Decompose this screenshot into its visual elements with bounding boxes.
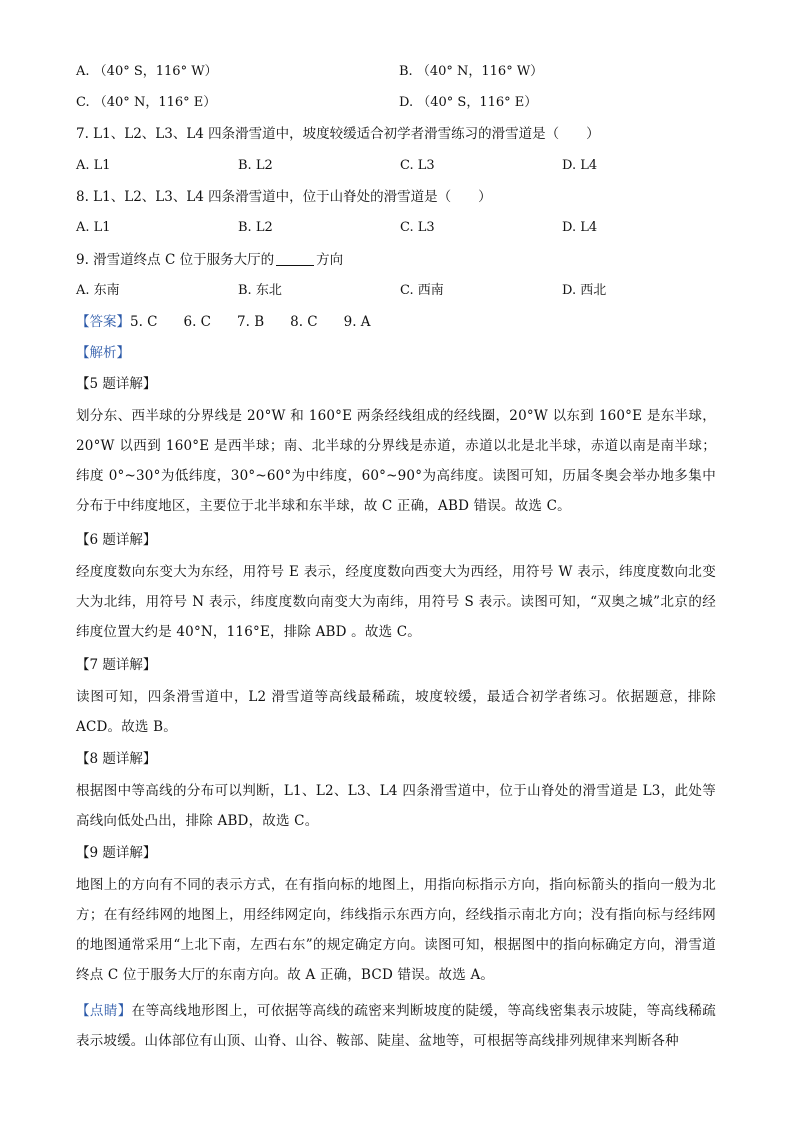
section-text-8: 根据图中等高线的分布可以判断，L1、L2、L3、L4 四条滑雪道中，位于山脊处的滑雪道是 L3，此处等高线向低处凸出，排除 ABD，故选 C。 [76,783,716,829]
answer-item: 7. B [237,314,265,330]
comment-text: 在等高线地形图上，可依据等高线的疏密来判断坡度的陡缓，等高线密集表示坡陡，等高线稀疏表示坡缓。山体部位有山顶、山脊、山谷、鞍部、陡崖、盆地等，可根据等高线排列规律来判断各种 [76,1003,716,1049]
comment-paragraph [76,996,716,1056]
section-title-8: 【8 题详解】 [76,751,157,767]
q7-option-b: B. L2 [238,158,273,173]
section-text-9: 地图上的方向有不同的表示方式，在有指向标的地图上，用指向标指示方向，指向标箭头的指向一般为北方；在有经纬网的地图上，用经纬网定向，纬线指示东西方向，经线指示南北方向；没有指向标与经纬网的地图通常采用“上北下南，左西右东”的规定确定方向。读图可知，根据图中的指向标确定方向，滑雪道终点 C 位于服务大厅的东南方向。故 A 正确，BCD 错误。故选 A。 [76,877,716,983]
q8-stem: 8. L1、L2、L3、L4 四条滑雪道中，位于山脊处的滑雪道是（ ） [76,189,492,205]
q6-option-b: B. （40° N，116° W） [399,64,544,79]
section-text-7: 读图可知，四条滑雪道中，L2 滑雪道等高线最稀疏，坡度较缓，最适合初学者练习。依据题意，排除 ACD。故选 B。 [76,689,716,735]
section-text-5: 划分东、西半球的分界线是 20°W 和 160°E 两条经线组成的经线圈，20°W 以东到 160°E 是东半球，20°W 以西到 160°E 是西半球；南、北半球的分界线是赤道，赤道以北是北半球，赤道以南是南半球；纬度 0°~30°为低纬度，30°~60°为中纬度，60°~90°为高纬度。读图可知，历届冬奥会举办地多集中分布于中纬度地区，主要位于北半球和东半球，故 C 正确，ABD 错误。故选 C。 [76,408,716,514]
answer-line [76,312,397,332]
q6-option-c: C. （40° N，116° E） [76,95,217,110]
q7-option-d: D. L4 [562,158,598,173]
comment-label: 【点睛】 [76,1003,132,1019]
answer-label: 【答案】 [76,314,130,330]
q8-option-c: C. L3 [400,220,435,235]
q8-option-a: A. L1 [76,220,111,235]
q6-option-a: A. （40° S，116° W） [76,64,218,79]
q8-option-d: D. L4 [562,220,598,235]
answer-item: 5. C [130,314,158,330]
q9-option-d: D. 西北 [562,283,607,298]
analysis-label: 【解析】 [76,345,130,361]
section-title-5: 【5 题详解】 [76,376,157,392]
section-title-6: 【6 题详解】 [76,532,157,548]
answer-item: 8. C [290,314,318,330]
q7-stem: 7. L1、L2、L3、L4 四条滑雪道中，坡度较缓适合初学者滑雪练习的滑雪道是（ ） [76,126,600,142]
section-title-9: 【9 题详解】 [76,845,157,861]
answer-item: 9. A [343,314,371,330]
section-title-7: 【7 题详解】 [76,657,157,673]
answer-item: 6. C [183,314,212,330]
q6-option-d: D. （40° S，116° E） [399,95,538,110]
q9-option-b: B. 东北 [238,283,282,298]
q7-option-a: A. L1 [76,158,111,173]
q9-option-c: C. 西南 [400,283,444,298]
q7-option-c: C. L3 [400,158,435,173]
q8-option-b: B. L2 [238,220,273,235]
q9-stem: 9. 滑雪道终点 C 位于服务大厅的 方向 [76,252,344,268]
answer-blank [276,251,314,266]
section-text-6: 经度度数向东变大为东经，用符号 E 表示，经度度数向西变大为西经，用符号 W 表示，纬度度数向北变大为北纬，用符号 N 表示，纬度度数向南变大为南纬，用符号 S 表示。读图可知，“双奥之城”北京的经纬度位置大约是 40°N，116°E，排除 ABD 。故选 C。 [76,564,716,640]
q9-option-a: A. 东南 [76,283,120,298]
